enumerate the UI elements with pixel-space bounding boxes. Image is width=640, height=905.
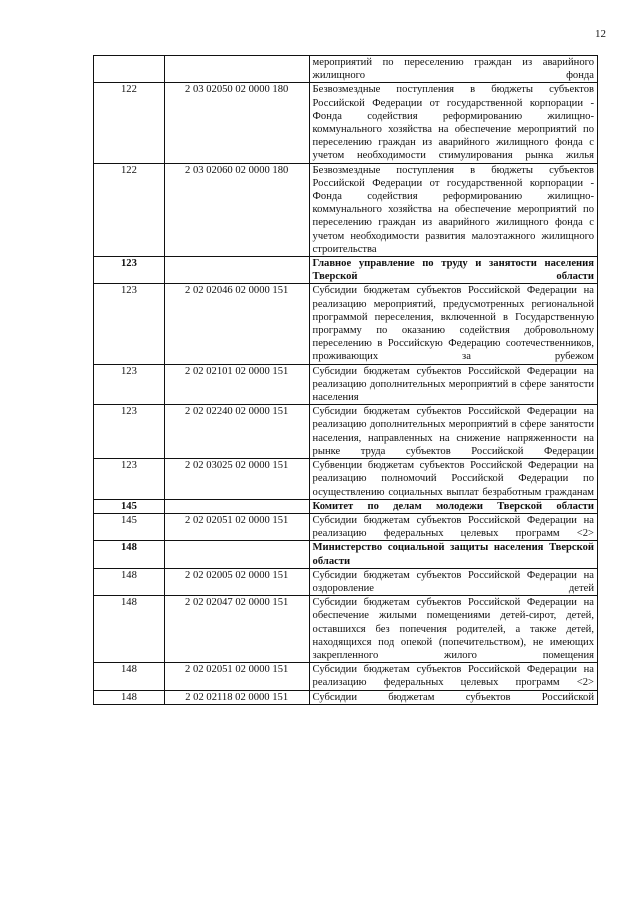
budget-classification-code-cell [164,56,309,83]
admin-code-cell: 122 [94,83,165,163]
admin-code-cell: 148 [94,596,165,663]
admin-code-cell: 123 [94,405,165,459]
revenue-name-cell: мероприятий по переселению граждан из аварийного жилищного фонда [309,56,597,83]
revenue-name-cell: Субсидии бюджетам субъектов Российской Федерации на обеспечение жилыми помещениями детей-сирот, детей, оставшихся без попечения родителей, а также детей, находящихся под опекой (попечительством), не имеющих закрепленного жилого помещения [309,596,597,663]
budget-classification-code-cell [164,541,309,568]
revenue-name-cell: Субсидии бюджетам субъектов Российской Федерации на реализацию мероприятий, предусмотренных региональной программой переселения, включенной в Государственную программу по оказанию содействия добровольному переселению в Российскую Федерацию соотечественников, проживающих за рубежом [309,284,597,364]
budget-classification-code-cell: 2 03 02060 02 0000 180 [164,163,309,256]
budget-classification-code-cell: 2 02 02046 02 0000 151 [164,284,309,364]
revenue-name-cell: Субсидии бюджетам субъектов Российской Федерации на реализацию дополнительных мероприятий в сфере занятости населения, направленных на снижение напряженности на рынке труда субъектов Российской Федерации [309,405,597,459]
admin-code-cell: 123 [94,364,165,405]
budget-classification-code-cell: 2 02 02051 02 0000 151 [164,663,309,690]
budget-classification-code-cell: 2 03 02050 02 0000 180 [164,83,309,163]
admin-code-cell: 148 [94,690,165,704]
table-row-department [94,541,598,568]
admin-code-cell [94,56,165,83]
table-row [94,663,598,690]
budget-revenue-table [93,55,598,705]
revenue-name-cell: Субсидии бюджетам субъектов Российской Федерации на реализацию федеральных целевых программ <2> [309,663,597,690]
budget-classification-code-cell [164,257,309,284]
budget-classification-code-cell: 2 02 02240 02 0000 151 [164,405,309,459]
admin-code-cell: 123 [94,459,165,500]
table-row [94,83,598,163]
table-row [94,405,598,459]
revenue-name-cell: Комитет по делам молодежи Тверской области [309,499,597,513]
table-row [94,690,598,704]
revenue-name-cell: Безвозмездные поступления в бюджеты субъектов Российской Федерации от государственной корпорации - Фонда содействия реформированию жилищно-коммунального хозяйства на обеспечение мероприятий по переселению граждан из аварийного жилищного фонда с учетом необходимости стимулирования рынка жилья [309,83,597,163]
revenue-name-cell: Субсидии бюджетам субъектов Российской Федерации на оздоровление детей [309,568,597,595]
admin-code-cell: 123 [94,257,165,284]
table-row-department [94,257,598,284]
table-row-department [94,499,598,513]
admin-code-cell: 148 [94,663,165,690]
admin-code-cell: 123 [94,284,165,364]
revenue-name-cell: Безвозмездные поступления в бюджеты субъектов Российской Федерации от государственной корпорации - Фонда содействия реформированию жилищно-коммунального хозяйства на обеспечение мероприятий по переселению граждан из аварийного жилищного фонда с учетом необходимости развития малоэтажного жилищного строительства [309,163,597,256]
table-row [94,459,598,500]
budget-classification-code-cell: 2 02 02101 02 0000 151 [164,364,309,405]
admin-code-cell: 122 [94,163,165,256]
budget-classification-code-cell: 2 02 02051 02 0000 151 [164,513,309,540]
admin-code-cell: 148 [94,541,165,568]
budget-classification-code-cell: 2 02 02047 02 0000 151 [164,596,309,663]
budget-classification-code-cell [164,499,309,513]
page-number: 12 [595,28,606,40]
revenue-name-cell: Субсидии бюджетам субъектов Российской [309,690,597,704]
revenue-name-cell: Субсидии бюджетам субъектов Российской Федерации на реализацию дополнительных мероприятий в сфере занятости населения [309,364,597,405]
table-row [94,513,598,540]
admin-code-cell: 145 [94,513,165,540]
revenue-name-cell: Министерство социальной защиты населения Тверской области [309,541,597,568]
admin-code-cell: 148 [94,568,165,595]
table-row [94,364,598,405]
revenue-name-cell: Субвенции бюджетам субъектов Российской Федерации на реализацию полномочий Российской Федерации по осуществлению социальных выплат безработным гражданам [309,459,597,500]
table-row [94,163,598,256]
admin-code-cell: 145 [94,499,165,513]
revenue-name-cell: Субсидии бюджетам субъектов Российской Федерации на реализацию федеральных целевых программ <2> [309,513,597,540]
table-body [94,56,598,705]
budget-classification-code-cell: 2 02 02118 02 0000 151 [164,690,309,704]
budget-classification-code-cell: 2 02 02005 02 0000 151 [164,568,309,595]
budget-classification-code-cell: 2 02 03025 02 0000 151 [164,459,309,500]
revenue-name-cell: Главное управление по труду и занятости населения Тверской области [309,257,597,284]
table-row [94,568,598,595]
table-row [94,284,598,364]
table-row [94,596,598,663]
table-row [94,56,598,83]
